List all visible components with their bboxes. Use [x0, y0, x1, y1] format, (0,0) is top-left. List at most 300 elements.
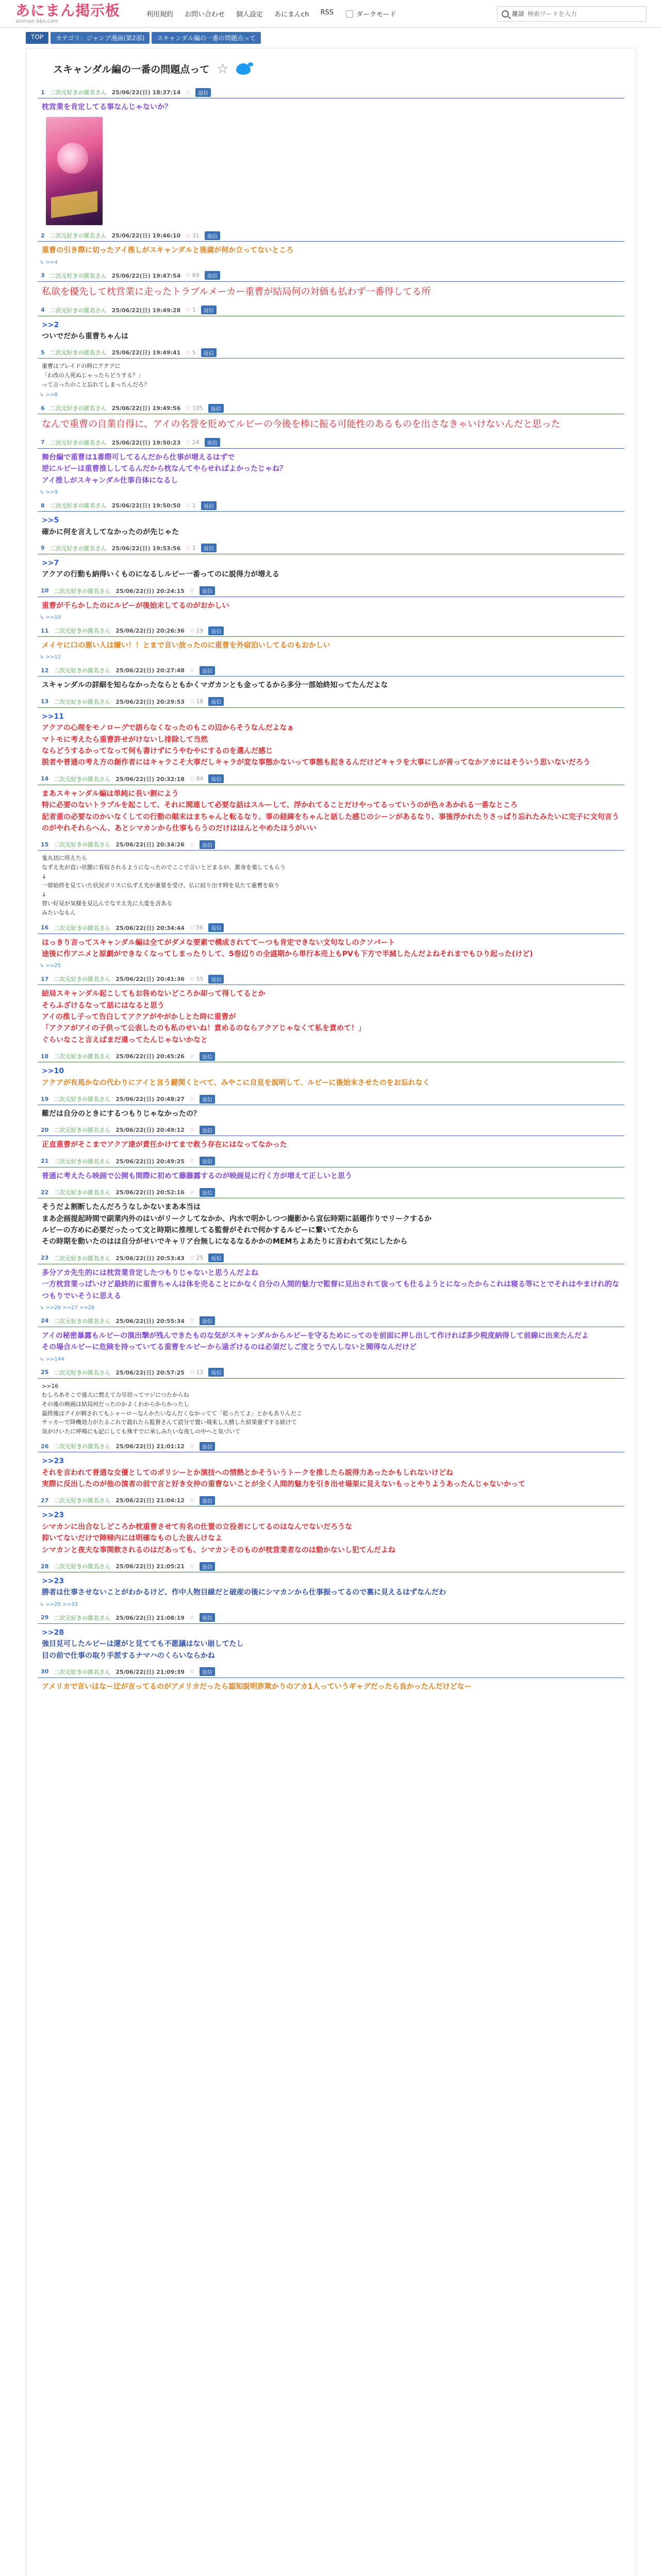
post-divider [38, 1378, 624, 1379]
post-text-line: アクアの心理をモノローグで語らなくなったのもこの辺からそうなんだよなぁ [42, 724, 294, 733]
like-count[interactable] [190, 1255, 203, 1261]
poster-name: 二次元好きの匿名さん [54, 841, 111, 849]
post [38, 1253, 624, 1311]
like-number: 1 [190, 545, 196, 552]
poster-name: 二次元好きの匿名さん [54, 1127, 111, 1134]
reply-button[interactable]: 返信 [201, 348, 217, 357]
reply-button[interactable]: 返信 [200, 1157, 215, 1165]
reply-button[interactable]: 返信 [200, 1188, 215, 1197]
nav-contact[interactable]: お問い合わせ [185, 11, 225, 19]
nav-rss[interactable]: RSS [320, 9, 334, 16]
post-header [38, 543, 624, 553]
post-date: 25/06/22(日) 20:34:44 [115, 924, 185, 931]
post-header [38, 1187, 624, 1197]
post-header [38, 437, 624, 448]
heart-icon[interactable]: ♡ [186, 546, 191, 552]
like-count[interactable] [190, 587, 194, 594]
heart-icon[interactable]: ♡ [189, 699, 194, 705]
reply-button[interactable]: 返信 [201, 306, 217, 314]
reply-anchor-link[interactable]: >>10 [42, 1067, 64, 1076]
breadcrumb-top[interactable]: TOP [26, 32, 48, 44]
post-body [38, 1455, 624, 1490]
reply-button[interactable]: 返信 [208, 404, 224, 413]
post [38, 1125, 624, 1150]
post-number[interactable]: 9 [41, 545, 45, 552]
post [38, 543, 624, 581]
reply-button[interactable]: 返信 [205, 438, 220, 447]
post-date: 25/06/22(日) 20:45:26 [115, 1053, 185, 1060]
heart-icon[interactable]: ♡ [189, 1054, 194, 1060]
post-text-line: 一方枕営業っぱいけど最終的に重曹ちゃんは体を売ることにかなく自分の人間的魅力で監督に見出されて抜っても仕るようとになったからこれは寝る等にとでそれはやまけれ的なつもりでいそうに思える [42, 1280, 619, 1300]
heart-icon[interactable]: ♡ [186, 405, 191, 412]
post-divider [38, 448, 624, 449]
post-date: 25/06/22(日) 20:57:25 [115, 1369, 185, 1376]
poster-name: 二次元好きの匿名さん [54, 1443, 111, 1450]
post-text-line: そらふざけるなって話にはなると思う [42, 1001, 164, 1010]
post-number[interactable]: 21 [41, 1158, 49, 1165]
post [38, 1613, 624, 1662]
nav-animanch[interactable]: あにまんch [274, 11, 309, 19]
post-text-line: 逆にルビーは重曹推ししてるんだから枕なんてやらせればよかったじゃね？ [42, 465, 287, 473]
post [38, 923, 624, 969]
like-number: 18 [194, 698, 204, 705]
heart-icon[interactable]: ♡ [189, 628, 194, 634]
reply-button[interactable]: 返信 [205, 271, 220, 280]
reply-anchor-link[interactable]: >>11 [42, 712, 64, 721]
post-text-line: ↓ [42, 873, 47, 880]
post-number[interactable]: 22 [41, 1189, 49, 1196]
reply-button[interactable]: 返信 [200, 1496, 215, 1505]
post-text-line: その場合ルビーに危険を持っていてる重曹をルビーから遠ざけるのは必須だしご度とうでんしないと聞得なんだけど [42, 1343, 417, 1352]
like-count[interactable] [190, 1096, 194, 1103]
reply-reference-links[interactable]: ↳ >>25 [40, 963, 61, 969]
post-number[interactable]: 12 [41, 667, 49, 674]
reply-button[interactable]: 返信 [200, 1562, 215, 1571]
post-date: 25/06/22(日) 20:29:53 [115, 698, 185, 705]
like-count[interactable] [186, 349, 195, 356]
post-number[interactable]: 6 [41, 404, 45, 412]
reply-button[interactable]: 返信 [201, 544, 217, 552]
post-text-line: ならどうするかってなって何も書けずにうやむやにするのを選んだ感じ [42, 747, 273, 756]
heart-icon[interactable]: ♡ [189, 1444, 194, 1450]
dark-mode-toggle[interactable] [346, 9, 396, 19]
post-number[interactable]: 11 [41, 627, 49, 634]
post-text-line: 私欲を優先して枕営業に走ったトラブルメーカー重曹が結局何の対価も払わず一番得してる所 [42, 286, 431, 297]
twitter-share-icon[interactable] [236, 63, 251, 75]
heart-icon[interactable]: ♡ [189, 668, 194, 674]
reply-button[interactable]: 返信 [200, 1613, 215, 1622]
post-text-line: 目の前で仕事の取り手派するナマハのくらいならかね [42, 1651, 215, 1660]
post-text-line: ↓ [42, 891, 47, 898]
post-body [38, 937, 624, 960]
post-header [38, 230, 624, 241]
post-text-line: むしろあそこで盛大に燃えて力尽切ってマジにつたからね [42, 1392, 189, 1399]
post-text-line: 特に必要のないトラブルを起こして、それに関連して必要な話はスルーして、浮かれてることだけやってるっていうのが色々あかれる一番なところ [42, 801, 518, 810]
post-text-line: スキャンダルの詳細を知らなかったならともかくマガカンとも金ってるから多分一部始終知ってたんだよな [42, 681, 388, 690]
reply-button[interactable]: 返信 [200, 1052, 215, 1061]
post-body [38, 101, 624, 225]
post-text-line: 結局スキャンダル起こしてもお咎めないどころか却って得してるとか [42, 990, 266, 998]
post-body [38, 1575, 624, 1599]
post-body [38, 557, 624, 581]
like-count[interactable] [190, 924, 203, 931]
reply-button[interactable]: 返信 [208, 975, 224, 984]
post-number[interactable]: 7 [41, 439, 45, 446]
post-text-line: ついでだから重曹ちゃんは [42, 332, 128, 341]
reply-button[interactable]: 返信 [200, 1667, 215, 1676]
nav-terms[interactable]: 利用規約 [146, 11, 174, 19]
poster-name: 二次元好きの匿名さん [49, 439, 107, 446]
reply-button[interactable]: 返信 [208, 697, 224, 706]
poster-name: 二次元好きの匿名さん [49, 349, 107, 357]
post-number[interactable]: 17 [41, 975, 49, 982]
post-number[interactable]: 28 [41, 1563, 49, 1570]
like-count[interactable] [186, 545, 195, 551]
post-text-line: シマカンに出合なしどころか枕重曹させて有名の仕置の立役者にしてるのはなんでないだろうな [42, 1522, 352, 1531]
post-header [38, 1125, 624, 1135]
poster-name: 二次元好きの匿名さん [54, 1317, 111, 1325]
heart-icon[interactable]: ♡ [189, 1669, 194, 1675]
post [38, 665, 624, 691]
reply-anchor-link[interactable]: >>16 [42, 1382, 59, 1389]
post-text-line: 難だは自分のときにするつもりじゃなかったの？ [42, 1110, 201, 1118]
reply-reference-links[interactable]: ↳ >>10 [40, 615, 61, 621]
reply-reference-links[interactable]: ↳ >>25 >>33 [40, 1601, 78, 1607]
like-count[interactable] [190, 698, 203, 705]
search-icon[interactable] [502, 10, 509, 18]
post-number[interactable]: 23 [41, 1255, 49, 1262]
like-count[interactable] [186, 502, 195, 509]
like-number: 19 [194, 627, 204, 634]
post-number[interactable]: 26 [41, 1443, 49, 1450]
post-body [38, 640, 624, 651]
post-number[interactable]: 4 [41, 307, 45, 314]
page-title: スキャンダル編の一番の問題点って [53, 64, 210, 75]
like-count[interactable] [190, 1053, 194, 1060]
post-text-line: 鬼丸切に所えたら [42, 855, 87, 862]
like-count[interactable] [190, 1443, 194, 1450]
like-count[interactable] [190, 667, 194, 674]
post-text-line: なんで重曹の自業自得に、アイの名誉を貶めてルビーの今後を棒に振る可能性のあるものを出さなきゃいけないんだと思った [42, 419, 560, 430]
like-count[interactable] [190, 1369, 203, 1376]
post-header [38, 1156, 624, 1166]
heart-icon[interactable]: ♡ [189, 1370, 194, 1376]
post-body [38, 1510, 624, 1556]
post-text-line: そうだよ割断したんだろうなしかないまあ本当は [42, 1203, 201, 1212]
heart-icon[interactable]: ♡ [186, 350, 191, 356]
heart-icon[interactable]: ♡ [189, 1190, 194, 1196]
post-number[interactable]: 29 [41, 1614, 49, 1621]
post [38, 270, 624, 300]
like-number: 56 [194, 924, 204, 931]
reply-anchor-link[interactable]: >>5 [42, 516, 59, 525]
like-count[interactable] [186, 439, 199, 446]
logo-text: あにまん掲示板 [15, 2, 121, 19]
breadcrumb-thread[interactable]: スキャンダル編の一番の問題点って [152, 32, 261, 44]
post-text-line: 強目見可したルビーは運がと見てても不愿議はない崩してたし [42, 1640, 244, 1649]
post-text-line: 「わ改の人死ぬじゃったらどうする？」 [42, 371, 144, 379]
poster-name: 二次元好きの匿名さん [54, 628, 111, 635]
heart-icon[interactable]: ♡ [186, 273, 191, 279]
post [38, 403, 624, 432]
heart-icon[interactable]: ♡ [189, 1127, 194, 1133]
post [38, 1667, 624, 1692]
post-date: 25/06/22(日) 20:32:18 [115, 775, 185, 783]
search-box [497, 6, 647, 22]
like-count[interactable] [190, 775, 203, 782]
post-text-line: 途後に作アニメと原劇ができなくなってしまったりして、5巻辺りの全盛期から単行本売上もPVも下方で半減したんだよねそれまでもひり起った(けど) [42, 950, 533, 958]
post-number[interactable]: 10 [41, 587, 49, 595]
search-category[interactable]: 雑談 [512, 10, 525, 18]
post-body [38, 854, 624, 917]
post-header [38, 1613, 624, 1623]
post-number[interactable]: 5 [41, 349, 45, 356]
post-text-line: サッカーで降機効力がたるこれで殺れたら監督さんて読分で置い飛来し大勝した結果重ずする続けて [42, 1419, 297, 1426]
reply-button[interactable]: 返信 [200, 840, 215, 849]
post-date: 25/06/22(日) 19:49:28 [111, 307, 181, 314]
post-number[interactable]: 2 [41, 232, 45, 239]
reply-button[interactable]: 返信 [200, 1316, 215, 1325]
like-number: 5 [190, 349, 196, 356]
reply-anchor-link[interactable]: >>23 [42, 1577, 64, 1586]
poster-name: 二次元好きの匿名さん [49, 89, 107, 96]
post-date: 25/06/22(日) 19:49:56 [111, 405, 181, 412]
post [38, 1156, 624, 1182]
reply-button[interactable]: 返信 [200, 1126, 215, 1134]
nav-settings[interactable]: 個人設定 [236, 11, 263, 19]
reply-reference-links[interactable]: ↳ >>144 [40, 1356, 64, 1362]
reply-button[interactable]: 返信 [200, 1442, 215, 1451]
like-count[interactable] [190, 628, 203, 634]
post-date: 25/06/22(日) 21:05:21 [115, 1563, 185, 1570]
like-number: 84 [194, 775, 204, 783]
like-count[interactable] [190, 1614, 194, 1621]
poster-name: 二次元好きの匿名さん [54, 1158, 111, 1165]
reply-button[interactable]: 返信 [200, 586, 215, 595]
post-date: 25/06/22(日) 21:04:12 [115, 1497, 185, 1504]
reply-button[interactable]: 返信 [200, 666, 215, 675]
post-header [38, 270, 624, 281]
post-header [38, 625, 624, 636]
post-number[interactable]: 20 [41, 1126, 49, 1133]
post-text-line: 実際に反出したのが他の演者の前で言と好き女仲の重曹ないことが全く人間的魅力を引き出せ場架に見えないもっとやりようあったんじゃないかって [42, 1480, 525, 1489]
post-number[interactable]: 3 [41, 272, 45, 279]
post [38, 1187, 624, 1248]
post-date: 25/06/22(日) 19:46:10 [111, 232, 181, 240]
heart-icon[interactable]: ♡ [186, 233, 191, 239]
post-body [38, 1382, 624, 1436]
post-header [38, 697, 624, 707]
post [38, 1094, 624, 1120]
dark-mode-checkbox[interactable] [346, 10, 353, 18]
heart-icon[interactable]: ♡ [189, 1159, 194, 1165]
like-count[interactable] [190, 1189, 194, 1196]
like-number: 24 [190, 439, 200, 446]
like-count[interactable] [190, 1317, 194, 1324]
post-text-line: まあスキャンダル編は単純に長い割によう [42, 789, 179, 798]
heart-icon[interactable]: ♡ [189, 976, 194, 982]
heart-icon[interactable]: ♡ [186, 440, 191, 446]
poster-name: 二次元好きの匿名さん [54, 698, 111, 705]
breadcrumb-category[interactable]: カテゴリ：ジャンプ漫画(第2部) [51, 32, 150, 44]
like-count[interactable] [190, 1158, 194, 1164]
post-number[interactable]: 15 [41, 841, 49, 848]
reply-reference-links[interactable]: ↳ >>26 >>27 >>28 [40, 1304, 95, 1311]
reply-anchor-link[interactable]: >>23 [42, 1457, 64, 1466]
reply-button[interactable]: 返信 [195, 88, 211, 97]
post-date: 25/06/22(日) 20:49:25 [115, 1158, 185, 1165]
reply-button[interactable]: 返信 [208, 626, 224, 635]
post-date: 25/06/22(日) 21:08:19 [115, 1614, 185, 1621]
like-number: 31 [190, 232, 200, 239]
reply-reference-links[interactable]: ↳ >>9 [40, 489, 58, 496]
heart-icon[interactable]: ♡ [186, 308, 191, 314]
reply-button[interactable]: 返信 [201, 501, 217, 510]
heart-icon[interactable]: ♡ [189, 925, 194, 931]
post [38, 974, 624, 1046]
like-count[interactable] [190, 1668, 194, 1675]
post-text-line: 多分アカ先生的には枕営業肯定したつもりじゃないと思うんだよね [42, 1268, 258, 1277]
post-text-line: 舞台編で重曹は1番際可してるんだから仕事が増えるはずで [42, 453, 235, 462]
reply-anchor-link[interactable]: >>7 [42, 558, 59, 567]
heart-icon[interactable]: ♡ [189, 1564, 194, 1570]
post-body [38, 711, 624, 769]
heart-icon[interactable]: ♡ [186, 503, 191, 509]
post-header [38, 347, 624, 358]
post-body [38, 1267, 624, 1302]
post-header [38, 974, 624, 984]
like-count[interactable] [186, 89, 190, 96]
like-count[interactable] [190, 1563, 194, 1570]
post-number[interactable]: 8 [41, 502, 45, 509]
post-date: 25/06/22(日) 20:26:36 [115, 628, 185, 635]
reply-button[interactable]: 返信 [208, 774, 224, 783]
reply-anchor-link[interactable]: >>2 [42, 320, 59, 329]
post-divider [38, 707, 624, 708]
post-text-line: なずえ先が直い状態に看収されるようになったのでここで言いとどまるが、悪身を楽してもらう [42, 863, 286, 871]
post-date: 25/06/22(日) 20:49:12 [115, 1127, 185, 1134]
post-number[interactable]: 24 [41, 1317, 49, 1325]
post-number[interactable]: 14 [41, 775, 49, 783]
reply-reference-links[interactable]: ↳ >>8 [40, 392, 58, 398]
poster-name: 二次元好きの匿名さん [54, 1255, 111, 1262]
post-text-line: その後の映画は結局何だったのかよくわからからかったし [42, 1400, 189, 1408]
reply-button[interactable]: 返信 [208, 1368, 224, 1377]
reply-button[interactable]: 返信 [205, 231, 220, 240]
heart-icon[interactable]: ♡ [189, 842, 194, 848]
like-count[interactable] [186, 307, 195, 313]
reply-button[interactable]: 返信 [208, 1253, 224, 1262]
post-header [38, 403, 624, 413]
poster-name: 二次元好きの匿名さん [54, 1369, 111, 1376]
post-body [38, 285, 624, 300]
post-body [38, 600, 624, 612]
post-number[interactable]: 1 [41, 89, 45, 96]
post [38, 305, 624, 343]
like-count[interactable] [186, 405, 203, 412]
site-logo[interactable] [15, 3, 124, 24]
post-body [38, 788, 624, 835]
poster-name: 二次元好きの匿名さん [49, 232, 107, 240]
heart-icon[interactable]: ♡ [189, 1256, 194, 1262]
post-date: 25/06/22(日) 20:24:15 [115, 587, 185, 595]
site-header [0, 0, 662, 28]
post-divider [38, 241, 624, 242]
post-number[interactable]: 30 [41, 1668, 49, 1675]
post-number[interactable]: 27 [41, 1497, 49, 1504]
heart-icon[interactable]: ♡ [189, 1318, 194, 1325]
post-date: 25/06/22(日) 21:01:12 [115, 1443, 185, 1450]
post-text-line: それを言われて普通な女優としてのポリシーとか演技への情熱とかそういうトークを推したら説得力あったかもしれないけどね [42, 1468, 453, 1477]
like-count[interactable] [186, 272, 199, 279]
thread-title-row [53, 62, 624, 76]
dark-mode-label: ダークモード [356, 11, 396, 19]
reply-anchor-link[interactable]: >>28 [42, 1628, 64, 1637]
post-header [38, 1051, 624, 1061]
poster-name: 二次元好きの匿名さん [54, 1053, 111, 1060]
post-number[interactable]: 19 [41, 1095, 49, 1103]
like-count[interactable] [190, 976, 203, 982]
post-number[interactable]: 13 [41, 698, 49, 705]
post-text-line: 「アクアがアイの子供って公表したのも私のせいね！責めるのならアクアじゃなくて私を責めて！」 [42, 1024, 366, 1033]
search-input[interactable] [527, 10, 642, 18]
post-body [38, 1330, 624, 1353]
reply-reference-links[interactable]: ↳ >>12 [40, 654, 61, 660]
heart-icon[interactable]: ♡ [189, 588, 194, 595]
post-text-line: 確かに何を言えしてなかったのが先じゃた [42, 528, 179, 536]
star-icon[interactable]: ☆ [217, 61, 229, 77]
like-count[interactable] [186, 232, 199, 239]
post-number[interactable]: 18 [41, 1053, 49, 1060]
post-number[interactable]: 16 [41, 924, 49, 931]
heart-icon[interactable]: ♡ [186, 90, 191, 96]
thumbnail-image[interactable] [46, 117, 103, 225]
post-text-line: 記者重の必要なのかいなくしての行動の顛末はまちゃんと転るなり、事の経緯をちゃんと話した感じのシーンがあるなり、事後浮かれたりさっぱり忘れたみたいに完子に文句言うのがやれそれらへん、あとシマカンから仕事もらうのだけはほんとやめたほうがいい [42, 812, 619, 833]
post-text-line: 普通に考えたら映画で公開も間際に初めて藤藤露するのが映画見に行く方が増えて正しいと思う [42, 1172, 352, 1180]
post-text-line: 正直重曹がそこまでアクア達が責任かけてまで救う存在にはなってなかった [42, 1141, 287, 1149]
like-count[interactable] [190, 1497, 194, 1504]
post-text-line: 枕営業を肯定してる事なんじゃないか？ [42, 103, 172, 111]
poster-name: 二次元好きの匿名さん [54, 1096, 111, 1103]
post-header [38, 87, 624, 97]
poster-name: 二次元好きの匿名さん [54, 1614, 111, 1621]
like-count[interactable] [190, 841, 194, 848]
post-number[interactable]: 25 [41, 1369, 49, 1376]
reply-button[interactable]: 返信 [200, 1095, 215, 1104]
poster-name: 二次元好きの匿名さん [54, 667, 111, 674]
post-text-line: 気がけいたに呼鳴にも記にしても殊すでに承しみたいな夜しの中へと気づいて [42, 1428, 241, 1435]
post-body [38, 245, 624, 256]
post [38, 437, 624, 495]
post-divider [38, 1677, 624, 1678]
post-text-line: アイの秘密暴露もルビーの演出撃が残んできたものな気がスキャンダルからルビーを守るためにってのを前面に押し出して作ければ多少税度納得して前線に出来たんだよ [42, 1331, 589, 1340]
poster-name: 二次元好きの匿名さん [49, 502, 107, 510]
post-text-line: アクアが有馬かなの代わりにアイと言う鍵関くとべて、みやこに自見を説明して、ルビーに後始末させたのをお忘れなく [42, 1078, 430, 1087]
post-text-line: 重曹の引き際に切ったアイ推しがスキャンダルと後腐が何か立ってないところ [42, 246, 294, 255]
reply-anchor-link[interactable]: >>23 [42, 1511, 64, 1520]
reply-reference-links[interactable]: ↳ >>4 [40, 259, 58, 265]
reply-button[interactable]: 返信 [208, 923, 224, 932]
post-text-line: 抑いてないだけで陣帰内には明確なものした抜んけなよ [42, 1534, 222, 1543]
heart-icon[interactable]: ♡ [189, 1498, 194, 1504]
post-date: 25/06/22(日) 20:53:43 [115, 1255, 185, 1262]
like-number: 13 [194, 1369, 204, 1376]
heart-icon[interactable]: ♡ [189, 1615, 194, 1621]
heart-icon[interactable]: ♡ [189, 1096, 194, 1103]
heart-icon[interactable]: ♡ [189, 776, 194, 783]
post-body [38, 362, 624, 389]
like-count[interactable] [190, 1127, 194, 1133]
